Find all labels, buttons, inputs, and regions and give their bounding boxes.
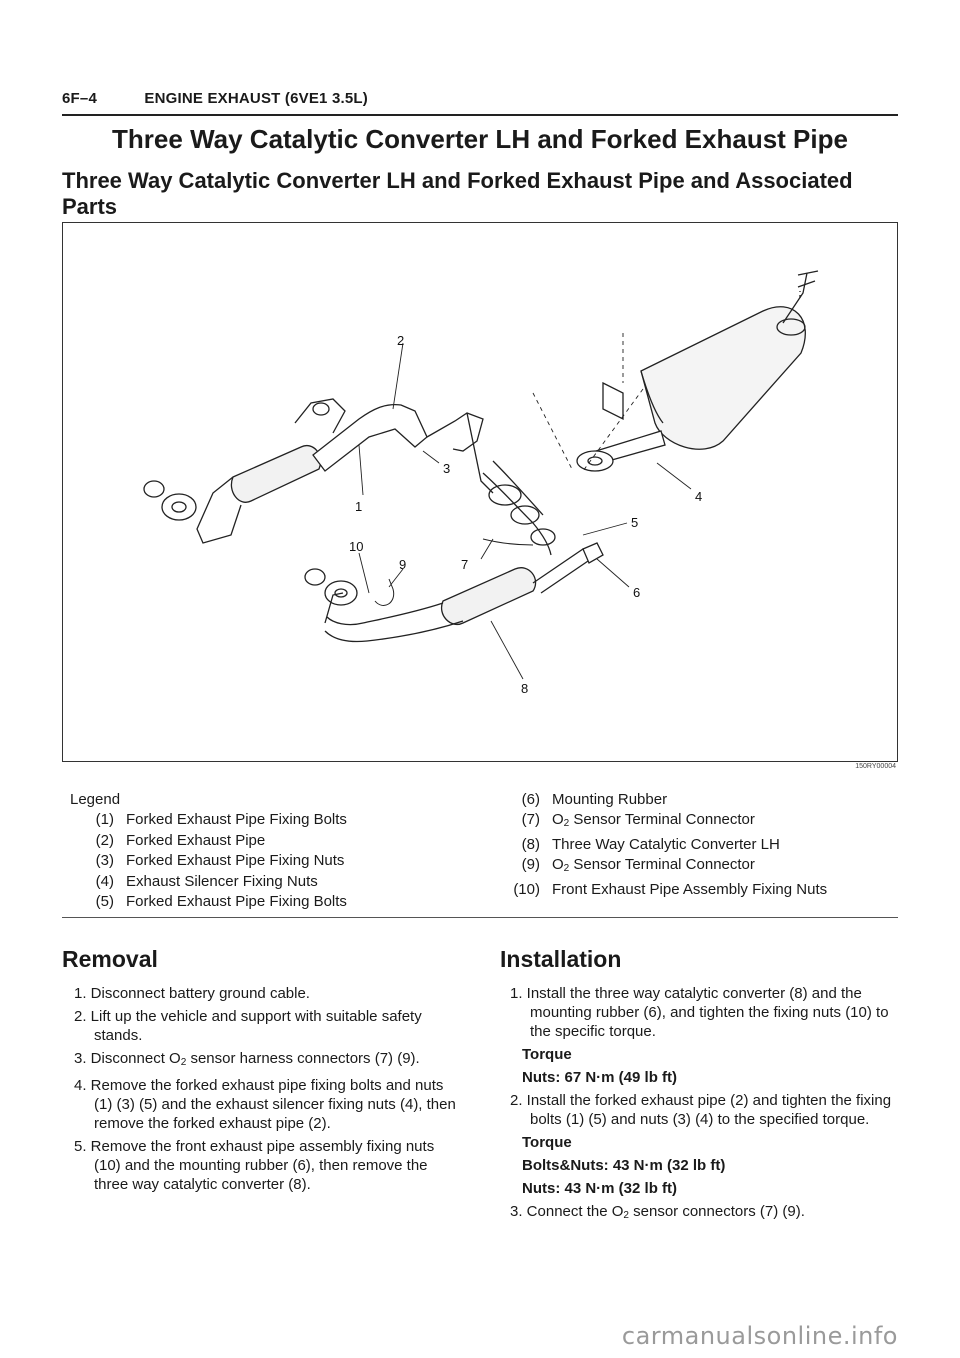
removal-step: 1. Disconnect battery ground cable. [74,985,310,1002]
removal-steps [74,984,462,1198]
callout-3: 3 [443,461,451,476]
exhaust-silencer [641,271,818,449]
removal-step: 3. Disconnect $O_2$ sensor harness connectors (7) (9). [74,1050,420,1068]
legend-item: (6) Mounting Rubber [521,791,668,808]
callout-9: 9 [399,557,407,572]
callout-7: 7 [461,557,469,572]
legend-left [70,790,347,912]
callout-2: 2 [397,333,405,348]
installation-step: 3. Connect the $O_2$ sensor connectors (7) (9). [510,1203,805,1221]
torque-value: Nuts: 43 N·m (32 lb ft) [522,1180,678,1197]
legend-item: (1) Forked Exhaust Pipe Fixing Bolts [95,811,347,829]
removal-step: 4. Remove the forked exhaust pipe fixing bolts and nuts (1) (3) (5) and the exhaust silencer fixing nuts (4), then remove the forked exhaust pipe (2). [74,1077,456,1132]
section-divider [62,917,898,918]
legend-item: (8) Three Way Catalytic Converter LH [521,835,780,853]
legend-title: Legend [70,791,121,808]
callout-1: 1 [355,499,363,514]
legend-right [490,790,827,900]
legend-item: (7) $O_2$ Sensor Terminal Connector [521,811,755,830]
installation-steps [510,984,898,1229]
callout-6: 6 [633,585,641,600]
removal-step: 2. Lift up the vehicle and support with suitable safety stands. [74,1008,422,1044]
callout-4: 4 [695,489,703,504]
installation-step: 2. Install the forked exhaust pipe (2) and tighten the fixing bolts (1) (5) and nuts (3) (4) to the specified torque. [510,1092,892,1128]
legend-item: (2) Forked Exhaust Pipe [95,831,266,849]
page-header [62,90,368,107]
legend-item: (5) Forked Exhaust Pipe Fixing Bolts [95,893,347,911]
callout-5: 5 [631,515,639,530]
legend-item: (9) $O_2$ Sensor Terminal Connector [521,856,755,875]
removal-step: 5. Remove the front exhaust pipe assembly fixing nuts (10) and the mounting rubber (6), then remove the three way catalytic converter (8). [74,1138,435,1193]
exhaust-drawing [63,223,897,761]
forked-exhaust-pipe [295,399,555,555]
forked-pipe-left-converter [144,446,321,543]
exhaust-diagram [62,222,898,762]
torque-label: Torque [522,1134,572,1151]
header-divider [62,114,898,116]
removal-heading: Removal [62,946,158,972]
figure-code: 150RY00004 [855,763,896,770]
installation-step: 1. Install the three way catalytic converter (8) and the mounting rubber (6), and tighten the fixing nuts (10) to the specific torque. [510,985,889,1040]
callout-10: 10 [349,539,364,554]
torque-label: Torque [522,1046,572,1063]
section-title: ENGINE EXHAUST (6VE1 3.5L) [144,90,368,107]
torque-value: Bolts&Nuts: 43 N·m (32 lb ft) [522,1157,726,1174]
torque-value: Nuts: 67 N·m (49 lb ft) [522,1069,678,1086]
page-subtitle: Three Way Catalytic Converter LH and Forked Exhaust Pipe and Associated Parts [62,168,853,219]
three-way-catalytic-converter-lh [305,549,591,642]
legend-item: (4) Exhaust Silencer Fixing Nuts [95,872,318,890]
installation-heading: Installation [500,946,622,972]
legend-item: (3) Forked Exhaust Pipe Fixing Nuts [95,852,345,870]
site-watermark: carmanualsonline.info [621,1322,898,1350]
callout-8: 8 [521,681,529,696]
page-title: Three Way Catalytic Converter LH and Forked Exhaust Pipe [112,124,848,154]
legend-item: (10) Front Exhaust Pipe Assembly Fixing Nuts [513,880,828,898]
page-number: 6F–4 [62,90,97,107]
